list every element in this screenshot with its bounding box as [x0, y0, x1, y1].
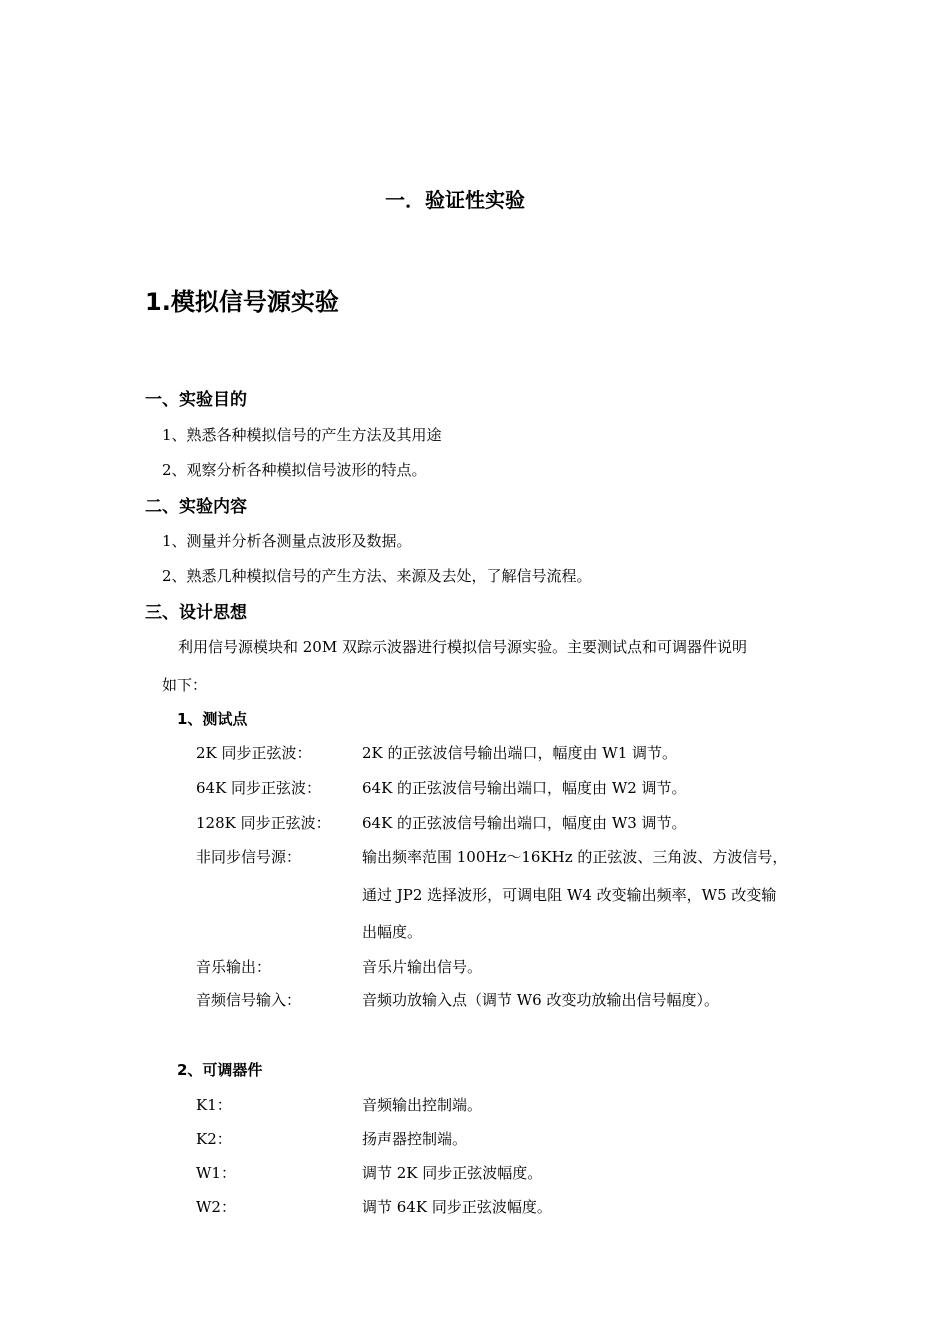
test-point-label: 非同步信号源： — [196, 848, 302, 866]
adjustable-devices-heading: 2、可调器件 — [177, 1061, 263, 1079]
device-desc: 扬声器控制端。 — [362, 1130, 468, 1148]
device-desc: 音频输出控制端。 — [362, 1096, 483, 1114]
test-point-desc: 出幅度。 — [362, 923, 423, 941]
section-heading-purpose: 一、实验目的 — [145, 390, 247, 410]
section-heading-design: 三、设计思想 — [145, 603, 247, 623]
test-point-desc: 音频功放输入点（调节 W6 改变功放输出信号幅度）。 — [362, 991, 719, 1009]
test-point-label: 64K 同步正弦波： — [196, 779, 322, 797]
device-desc: 调节 2K 同步正弦波幅度。 — [362, 1164, 543, 1182]
test-point-desc: 2K 的正弦波信号输出端口，幅度由 W1 调节。 — [362, 744, 678, 762]
content-item-2: 2、熟悉几种模拟信号的产生方法、来源及去处，了解信号流程。 — [162, 567, 592, 585]
device-label: K2： — [196, 1130, 232, 1148]
test-point-desc: 通过 JP2 选择波形，可调电阻 W4 改变输出频率，W5 改变输 — [362, 886, 777, 904]
purpose-item-2: 2、观察分析各种模拟信号波形的特点。 — [162, 461, 427, 479]
test-point-desc: 64K 的正弦波信号输出端口，幅度由 W3 调节。 — [362, 814, 687, 832]
content-item-1: 1、测量并分析各测量点波形及数据。 — [162, 532, 412, 550]
device-label: K1： — [196, 1096, 232, 1114]
device-label: W2： — [196, 1198, 236, 1216]
section-heading-content: 二、实验内容 — [145, 497, 247, 517]
test-point-label: 128K 同步正弦波： — [196, 814, 331, 832]
device-label: W1： — [196, 1164, 236, 1182]
test-point-label: 2K 同步正弦波： — [196, 744, 312, 762]
test-point-label: 音频信号输入： — [196, 991, 302, 1009]
test-point-desc: 音乐片输出信号。 — [362, 958, 483, 976]
test-points-heading: 1、测试点 — [177, 710, 248, 728]
test-point-desc: 64K 的正弦波信号输出端口，幅度由 W2 调节。 — [362, 779, 687, 797]
design-intro-line-2: 如下： — [162, 676, 208, 694]
test-point-desc: 输出频率范围 100Hz～16KHz 的正弦波、三角波、方波信号， — [362, 848, 788, 866]
experiment-title: 1.模拟信号源实验 — [145, 288, 339, 316]
device-desc: 调节 64K 同步正弦波幅度。 — [362, 1198, 552, 1216]
design-intro-line-1: 利用信号源模块和 20M 双踪示波器进行模拟信号源实验。主要测试点和可调器件说明 — [178, 638, 747, 656]
test-point-label: 音乐输出： — [196, 958, 272, 976]
chapter-title: 一．验证性实验 — [385, 188, 525, 212]
purpose-item-1: 1、熟悉各种模拟信号的产生方法及其用途 — [162, 426, 442, 444]
